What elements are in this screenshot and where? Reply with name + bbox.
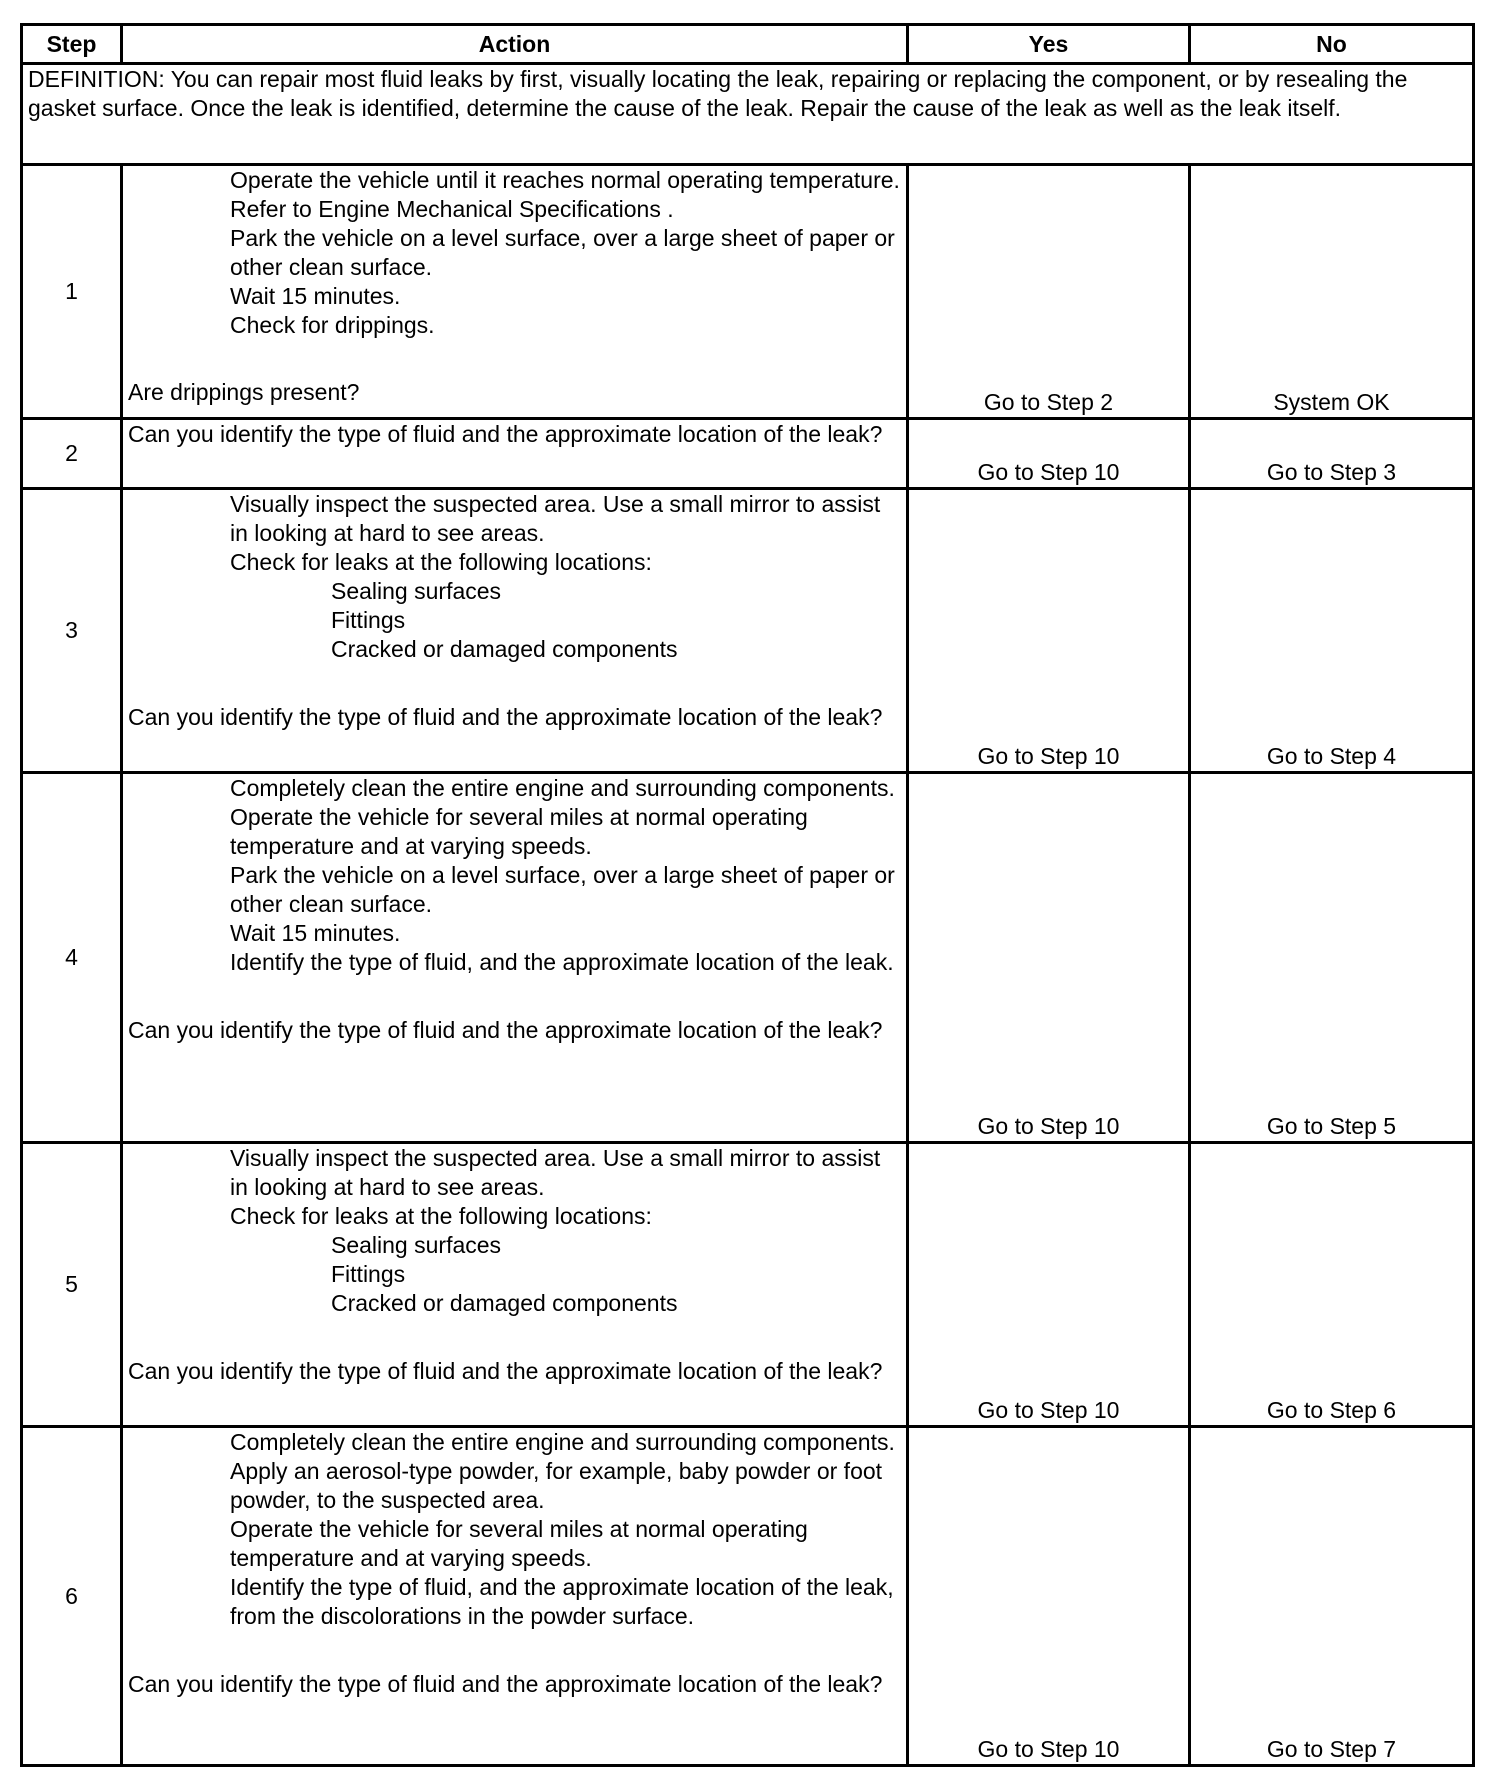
step-row [22, 773, 1474, 1143]
action-line: Identify the type of fluid, and the approximate location of the leak. [230, 949, 894, 975]
location-item: Sealing surfaces [331, 1232, 502, 1258]
header-step: Step [22, 25, 122, 64]
yes-result: Go to Step 10 [908, 1427, 1190, 1766]
no-result: Go to Step 5 [1190, 773, 1474, 1143]
action-line: Check for leaks at the following locations: [230, 1203, 652, 1229]
action-line: Check for drippings. [230, 312, 435, 338]
action-line: Park the vehicle on a level surface, over a large sheet of paper or other clean surface. [230, 862, 895, 917]
action-line: Operate the vehicle for several miles at normal operating temperature and at varying speeds. [230, 804, 808, 859]
action-line: Completely clean the entire engine and surrounding components. [230, 1429, 895, 1455]
action-line: Check for leaks at the following locations: [230, 549, 652, 575]
no-result: Go to Step 7 [1190, 1427, 1474, 1766]
definition-row [22, 64, 1474, 165]
action-line: Operate the vehicle until it reaches normal operating temperature. Refer to Engine Mechanical Specifications . [230, 167, 900, 222]
step-row [22, 419, 1474, 489]
action-line: Visually inspect the suspected area. Use a small mirror to assist in looking at hard to see areas. [230, 1145, 881, 1200]
action-line: Identify the type of fluid, and the approximate location of the leak, from the discolorations in the powder surface. [230, 1574, 894, 1629]
yes-result: Go to Step 10 [908, 773, 1190, 1143]
action-line: Completely clean the entire engine and surrounding components. [230, 775, 895, 801]
step-action [122, 1427, 908, 1766]
action-line: Visually inspect the suspected area. Use a small mirror to assist in looking at hard to see areas. [230, 491, 881, 546]
action-question: Can you identify the type of fluid and the approximate location of the leak? [128, 1017, 883, 1043]
step-number: 4 [22, 773, 122, 1143]
step-number: 6 [22, 1427, 122, 1766]
step-row [22, 165, 1474, 419]
step-number: 3 [22, 489, 122, 773]
action-line: Park the vehicle on a level surface, over a large sheet of paper or other clean surface. [230, 225, 895, 280]
action-question: Can you identify the type of fluid and the approximate location of the leak? [128, 421, 883, 447]
action-question: Are drippings present? [128, 379, 360, 405]
location-item: Sealing surfaces [331, 578, 502, 604]
location-item: Fittings [331, 1261, 406, 1287]
no-result: Go to Step 4 [1190, 489, 1474, 773]
header-action: Action [122, 25, 908, 64]
action-question: Can you identify the type of fluid and the approximate location of the leak? [128, 1358, 883, 1384]
step-action [122, 419, 908, 489]
step-action [122, 165, 908, 419]
header-no: No [1190, 25, 1474, 64]
no-result: System OK [1190, 165, 1474, 419]
action-question: Can you identify the type of fluid and the approximate location of the leak? [128, 1671, 883, 1697]
step-action [122, 489, 908, 773]
action-line: Wait 15 minutes. [230, 283, 401, 309]
definition-text: DEFINITION: You can repair most fluid leaks by first, visually locating the leak, repairing or replacing the component, or by resealing the gasket surface. Once the leak is identified, determine the cause of the leak. Repair the cause of the leak as well as the leak itself. [22, 64, 1474, 165]
yes-result: Go to Step 10 [908, 1143, 1190, 1427]
step-number: 1 [22, 165, 122, 419]
step-row [22, 1427, 1474, 1766]
step-action [122, 773, 908, 1143]
no-result: Go to Step 6 [1190, 1143, 1474, 1427]
header-yes: Yes [908, 25, 1190, 64]
action-line: Wait 15 minutes. [230, 920, 401, 946]
yes-result: Go to Step 2 [908, 165, 1190, 419]
action-line: Apply an aerosol-type powder, for example, baby powder or foot powder, to the suspected area. [230, 1458, 883, 1513]
location-item: Fittings [331, 607, 406, 633]
yes-result: Go to Step 10 [908, 419, 1190, 489]
step-number: 5 [22, 1143, 122, 1427]
yes-result: Go to Step 10 [908, 489, 1190, 773]
step-row [22, 1143, 1474, 1427]
action-line: Operate the vehicle for several miles at normal operating temperature and at varying speeds. [230, 1516, 808, 1571]
step-row [22, 489, 1474, 773]
location-item: Cracked or damaged components [331, 1290, 678, 1316]
step-number: 2 [22, 419, 122, 489]
diagnostic-table [20, 23, 1475, 1767]
header-row [22, 25, 1474, 64]
location-item: Cracked or damaged components [331, 636, 678, 662]
action-question: Can you identify the type of fluid and the approximate location of the leak? [128, 704, 883, 730]
no-result: Go to Step 3 [1190, 419, 1474, 489]
step-action [122, 1143, 908, 1427]
